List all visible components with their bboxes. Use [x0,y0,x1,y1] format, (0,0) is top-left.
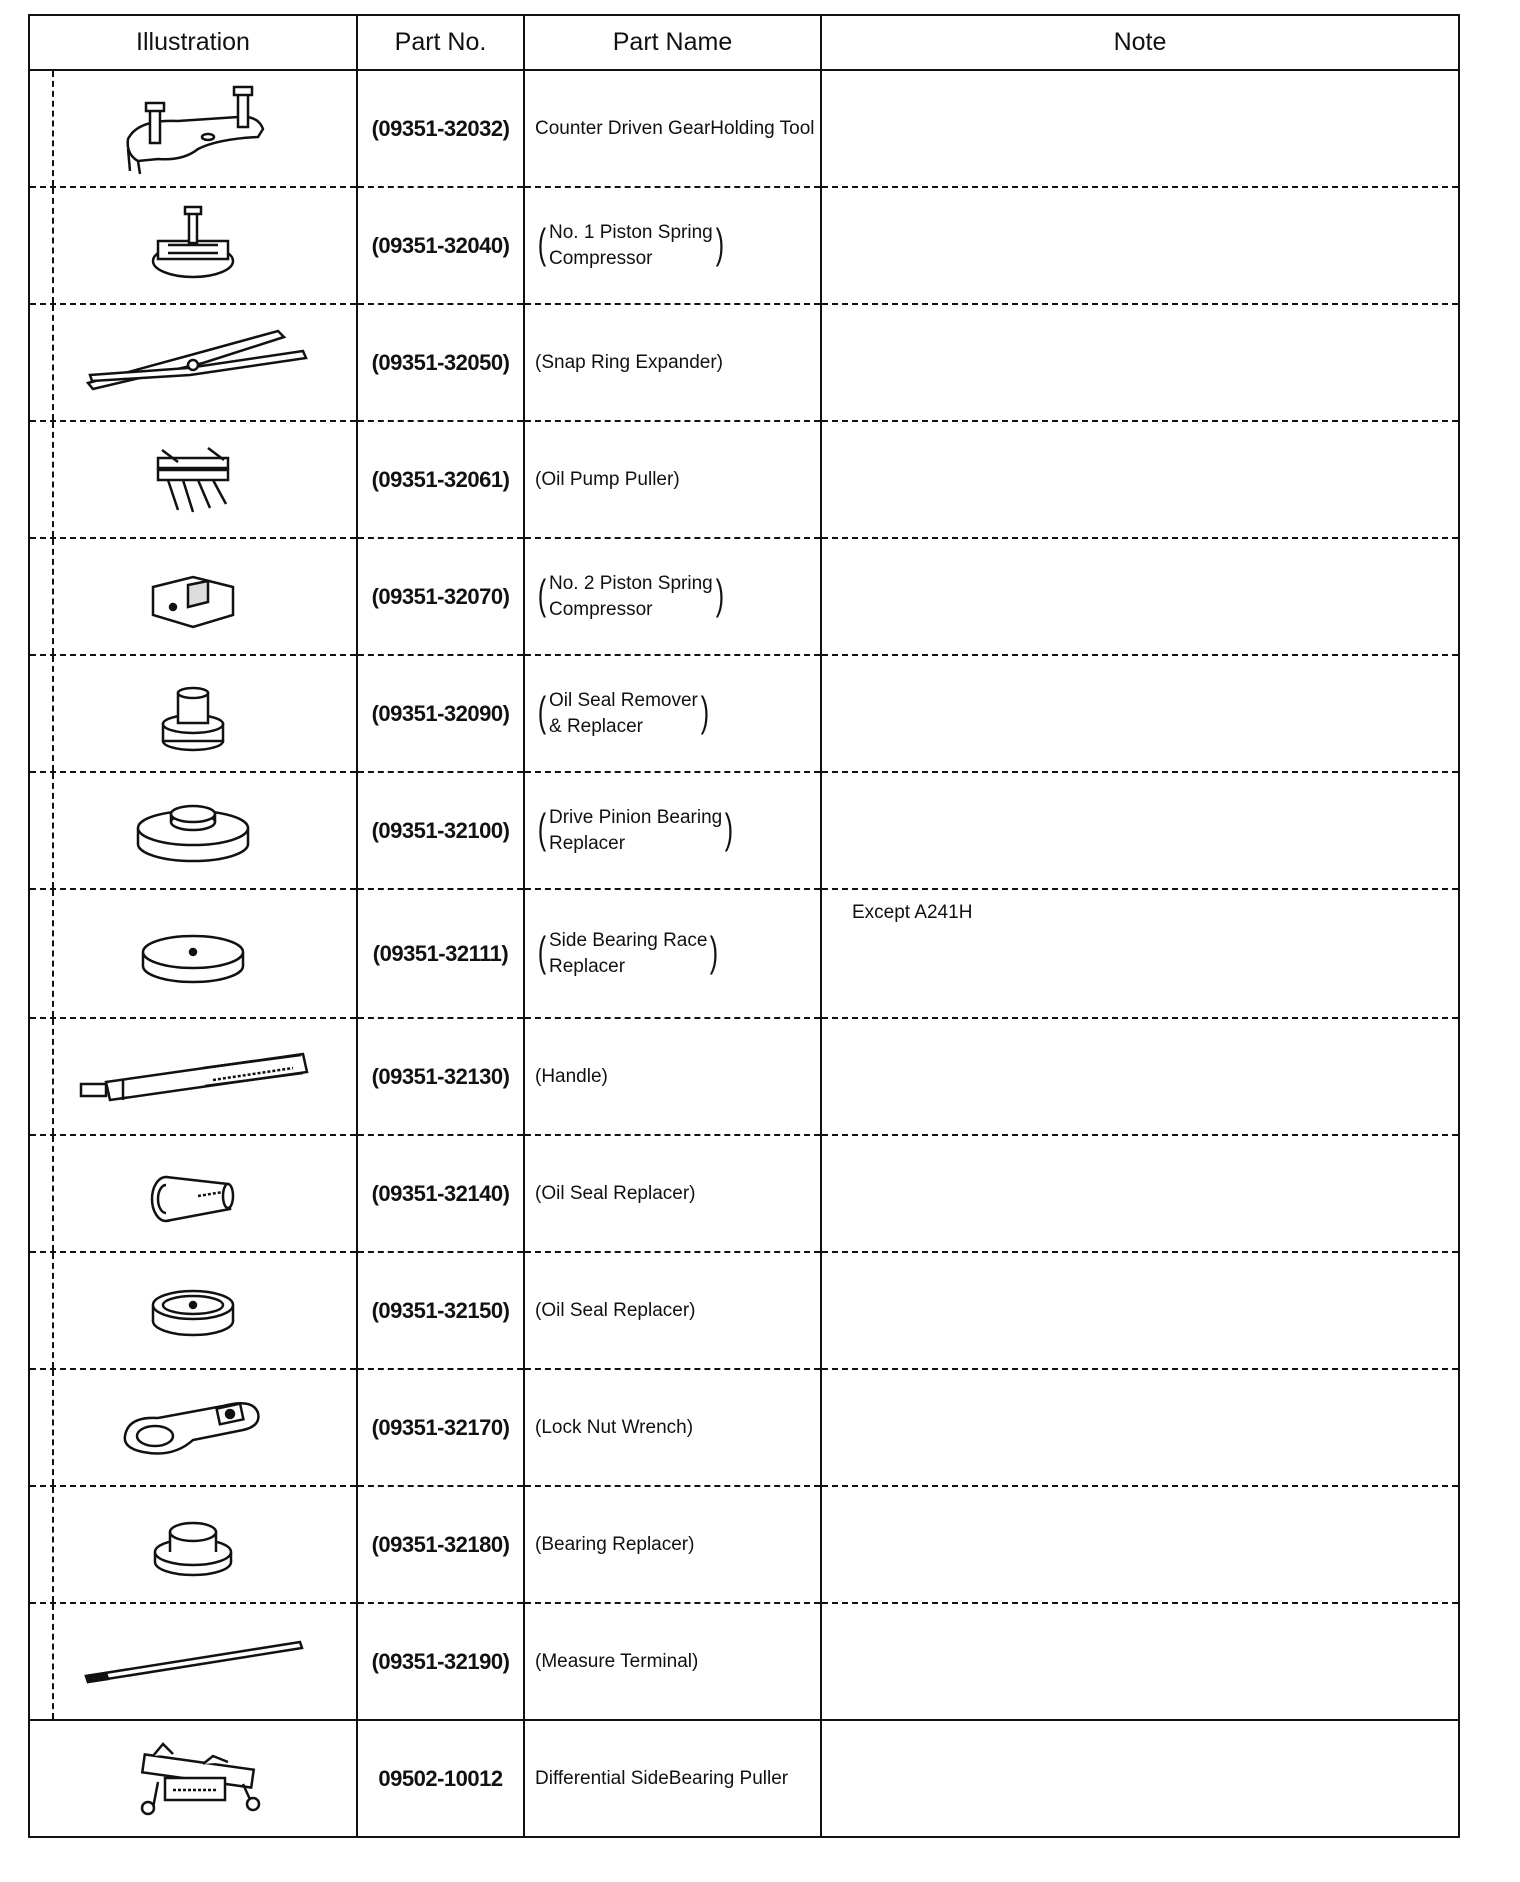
part-name-line: (Oil Seal Replacer) [535,1299,696,1321]
part-name-line: (Lock Nut Wrench) [535,1416,694,1438]
divider [52,1253,54,1368]
illustration-cell [29,538,357,655]
part-name-lines [535,1534,694,1555]
part-name-text [535,1300,696,1321]
part-name [524,187,821,304]
part-name-text [535,928,721,980]
divider [52,71,54,186]
part-name-line: Replacer [549,955,626,977]
open-bracket: ( [537,219,547,267]
table-row [29,70,1459,187]
part-name [524,889,821,1018]
part-name-lines [549,928,707,980]
divider [52,422,54,537]
measure-terminal-icon [30,1632,356,1692]
table-row [29,1252,1459,1369]
divider [52,539,54,654]
part-number: (09351-32111) [357,889,524,1018]
part-number: (09351-32150) [357,1252,524,1369]
part-name-text [535,688,712,740]
part-name-lines [535,1066,608,1087]
part-name-lines [535,469,680,490]
note-cell [821,1720,1459,1837]
divider [52,1136,54,1251]
part-name-text [535,571,727,623]
part-name [524,538,821,655]
illustration-cell [29,1720,357,1837]
part-name [524,772,821,889]
divider [52,773,54,888]
part-number: (09351-32190) [357,1603,524,1720]
bearing-replacer-disc-icon [30,786,356,876]
divider [52,1604,54,1719]
open-bracket: ( [537,804,547,852]
part-number: (09351-32040) [357,187,524,304]
part-name-lines [549,688,698,740]
note-cell [821,304,1459,421]
part-number: (09351-32050) [357,304,524,421]
illustration-cell [29,1252,357,1369]
special-tools-table [28,14,1460,1838]
part-name-lines [535,352,723,373]
part-name-text [535,118,815,139]
illustration-cell [29,1018,357,1135]
table-row [29,772,1459,889]
illustration-cell [29,1486,357,1603]
part-name [524,1486,821,1603]
illustration-cell [29,187,357,304]
part-name-lines [549,805,722,857]
part-name-text [535,469,680,490]
part-name-line: (Oil Pump Puller) [535,468,680,490]
table-row [29,1018,1459,1135]
close-bracket: ) [710,927,719,975]
bearing-puller-icon [30,1734,356,1824]
open-bracket: ( [537,570,547,618]
illustration-cell [29,655,357,772]
part-name-lines [549,220,713,272]
part-number: (09351-32170) [357,1369,524,1486]
handle-icon [30,1042,356,1112]
oil-seal-replacer-sleeve-icon [30,1154,356,1234]
table-row [29,1603,1459,1720]
part-name-line: (Measure Terminal) [535,1650,699,1672]
part-name-text [535,1066,608,1087]
header-row [29,15,1459,70]
part-name [524,655,821,772]
table-row [29,187,1459,304]
part-number: (09351-32061) [357,421,524,538]
close-bracket: ) [700,687,710,735]
part-number: (09351-32090) [357,655,524,772]
table-row [29,538,1459,655]
part-name-lines [535,1417,693,1438]
divider [52,1019,54,1134]
part-name [524,304,821,421]
holding-tool-icon [30,79,356,179]
table-row [29,1720,1459,1837]
open-bracket: ( [537,927,547,975]
note-cell [821,1369,1459,1486]
part-number: (09351-32180) [357,1486,524,1603]
note-cell [821,1252,1459,1369]
part-name-line: (Snap Ring Expander) [535,351,723,373]
table-row [29,1486,1459,1603]
table-row [29,655,1459,772]
note-cell [821,421,1459,538]
header-part-name: Part Name [524,15,821,70]
bearing-replacer-icon [30,1500,356,1590]
note-cell [821,187,1459,304]
part-number: (09351-32100) [357,772,524,889]
part-name-lines [549,571,713,623]
piston-spring-compressor-2-icon [30,557,356,637]
table-row [29,1369,1459,1486]
part-name-text [535,1417,693,1438]
divider [52,305,54,420]
part-name-line: Counter Driven Gear [535,117,711,139]
race-replacer-disc-icon [30,914,356,994]
part-name-line: Compressor [549,598,653,620]
note-cell [821,1603,1459,1720]
divider [52,188,54,303]
note-cell [821,655,1459,772]
part-name [524,1369,821,1486]
part-name-lines [535,1651,698,1672]
illustration-cell [29,1369,357,1486]
part-name [524,1135,821,1252]
part-name [524,421,821,538]
table-row [29,1135,1459,1252]
note-cell [821,1486,1459,1603]
note-cell [821,772,1459,889]
divider [52,1487,54,1602]
note-cell [821,1135,1459,1252]
note-cell [821,538,1459,655]
part-name-text [535,1768,788,1789]
open-bracket: ( [537,687,547,735]
note-cell: Except A241H [821,889,1459,1018]
part-name-line: Replacer [549,832,626,854]
header-note: Note [821,15,1459,70]
close-bracket: ) [715,570,724,618]
part-name-line: Holding Tool [710,117,815,139]
part-name [524,1603,821,1720]
divider [52,1370,54,1485]
illustration-cell [29,1603,357,1720]
close-bracket: ) [715,219,724,267]
illustration-cell [29,70,357,187]
oil-pump-puller-icon [30,440,356,520]
part-number: (09351-32032) [357,70,524,187]
part-name-line: Oil Seal Remover [549,689,698,711]
part-name-line: & Replacer [549,715,643,737]
note-cell [821,70,1459,187]
snap-ring-expander-icon [30,323,356,403]
part-name [524,1720,821,1837]
header-illustration: Illustration [29,15,357,70]
lock-nut-wrench-icon [30,1388,356,1468]
part-name-line: Compressor [549,247,653,269]
part-name-line: (Oil Seal Replacer) [535,1182,696,1204]
part-name-line: Differential Side [535,1767,669,1789]
piston-spring-compressor-icon [30,201,356,291]
table-row [29,889,1459,1018]
part-name-text [535,1534,694,1555]
illustration-cell [29,1135,357,1252]
illustration-cell [29,772,357,889]
part-number: (09351-32070) [357,538,524,655]
part-name-line: No. 1 Piston Spring [549,221,713,243]
part-name [524,1252,821,1369]
part-name-line: Side Bearing Race [549,929,708,951]
part-name-line: (Handle) [535,1065,608,1087]
illustration-cell [29,889,357,1018]
table-row [29,421,1459,538]
divider [52,656,54,771]
illustration-cell [29,304,357,421]
part-number: 09502-10012 [357,1720,524,1837]
table-row [29,304,1459,421]
divider [52,890,54,1017]
part-name-lines [535,1768,788,1789]
part-name-text [535,805,736,857]
oil-seal-remover-icon [30,669,356,759]
part-name-lines [535,1300,696,1321]
part-number: (09351-32140) [357,1135,524,1252]
part-number: (09351-32130) [357,1018,524,1135]
part-name-line: (Bearing Replacer) [535,1533,695,1555]
part-name-line: No. 2 Piston Spring [549,572,713,594]
part-name-text [535,220,727,272]
part-name-text [535,1183,696,1204]
note-cell [821,1018,1459,1135]
part-name-lines [535,118,815,139]
part-name [524,1018,821,1135]
close-bracket: ) [725,804,734,852]
part-name-lines [535,1183,696,1204]
part-name-line: Bearing Puller [668,1767,789,1789]
part-name-text [535,352,723,373]
oil-seal-replacer-cup-icon [30,1271,356,1351]
part-name-text [535,1651,698,1672]
part-name [524,70,821,187]
part-name-line: Drive Pinion Bearing [549,806,723,828]
illustration-cell [29,421,357,538]
header-part-no: Part No. [357,15,524,70]
